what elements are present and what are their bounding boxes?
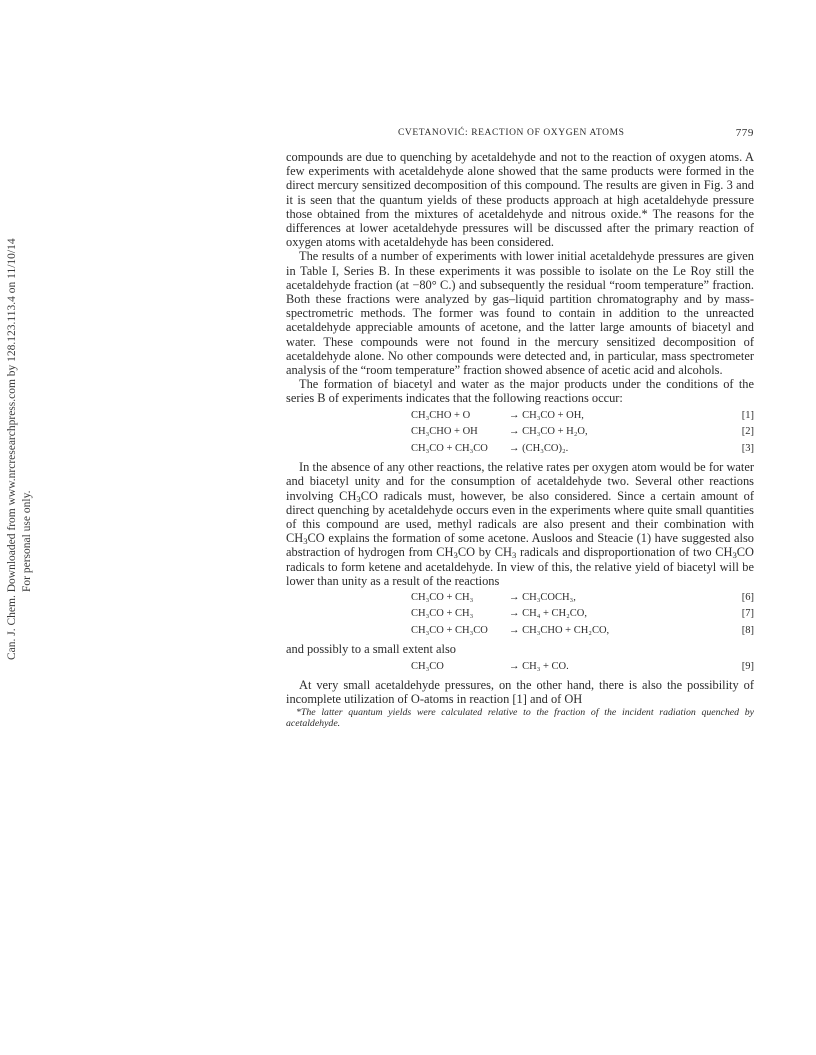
reaction-reactants: CH₃CO + CH₃ xyxy=(411,591,474,603)
paragraph-4-part-a: In the absence of any other reactions, the relative rates per oxygen atom would be for water and biacetyl unity and for the consumption of acetaldehyde two. Several other reactions involving CH xyxy=(286,460,754,503)
reaction-line xyxy=(286,408,754,425)
subscript-3: 3 xyxy=(303,536,308,547)
paragraph-4 xyxy=(286,460,754,588)
reaction-products: → (CH₃CO)₂. xyxy=(509,442,569,454)
subscript-3: 3 xyxy=(511,550,517,561)
reaction-number: [9] xyxy=(741,660,754,672)
reaction-number: [3] xyxy=(741,442,754,454)
reaction-number: [8] xyxy=(741,624,754,636)
reaction-line xyxy=(286,623,754,640)
reaction-products: → CH₃CO + OH, xyxy=(509,409,584,421)
subscript-3: 3 xyxy=(356,493,361,504)
reaction-products: → CH₄ + CH₂CO, xyxy=(509,608,588,620)
reaction-number: [7] xyxy=(741,608,754,620)
reaction-reactants: CH₃CO + CH₃CO xyxy=(411,442,488,454)
reaction-block-3 xyxy=(286,659,754,676)
reaction-number: [1] xyxy=(741,409,754,421)
subscript-3: 3 xyxy=(732,550,737,561)
subscript-3: 3 xyxy=(453,550,458,561)
paragraph-4-part-e: radicals and disproportionation of two CH xyxy=(516,545,733,560)
paragraph-1: compounds are due to quenching by acetaldehyde and not to the reaction of oxygen atoms. A few experiments with acetaldehyde alone showed that the same products were formed in the direct mercury sensitized decomposition of this compound. The results are given in Fig. 3 and it is seen that the quantum yields of these products approach at high acetaldehyde pressure those obtained from the mixtures of acetaldehyde and nitrous oxide.* The reasons for the differences at lower acetaldehyde pressures will be discussed after the primary reaction of oxygen atoms with acetaldehyde has been considered. xyxy=(286,150,754,250)
footnote: *The latter quantum yields were calculated relative to the fraction of the incident radiation quenched by acetaldehyde. xyxy=(286,706,754,730)
paragraph-5: and possibly to a small extent also xyxy=(286,642,457,657)
reaction-number: [6] xyxy=(741,591,754,603)
reaction-line xyxy=(286,441,754,458)
paragraph-2: The results of a number of experiments with lower initial acetaldehyde pressures are given in Table I, Series B. In these experiments it was possible to isolate on the Le Roy still the acetaldehyde fraction (at −80° C.) and subsequently the residual “room temperature” fraction. Both these fractions were analyzed by gas–liquid partition chromatography and by mass-spectrometric methods. The former was found to contain in addition to the unreacted acetaldehyde appreciable amounts of acetone, and the latter large amounts of biacetyl and water. These compounds were not found in the mercury sensitized decomposition of acetaldehyde alone. No other compounds were detected and, in particular, mass spectrometer analysis of the “room temperature” fraction showed absence of acetic acid and alcohols. xyxy=(286,249,754,378)
paragraph-4-part-b: CO radicals must, however, be also considered. Since a certain amount of direct quenching by acetaldehyde occurs even in the experiments where quite small quantities of this compound are used, methyl radicals are also present and their combination with CH xyxy=(286,488,754,546)
reaction-line xyxy=(286,424,754,441)
reaction-reactants: CH₃CO + CH₃ xyxy=(411,608,474,620)
paragraph-4-part-c: CO explains the formation of some acetone. Ausloos and Steacie (1) have suggested also abstraction of hydrogen from CH xyxy=(286,531,754,560)
reaction-block-1 xyxy=(286,408,754,458)
download-watermark xyxy=(4,238,38,660)
reaction-reactants: CH₃CO xyxy=(411,660,444,672)
page-number: 779 xyxy=(735,127,754,139)
reaction-reactants: CH₃CHO + O xyxy=(411,409,471,421)
paragraph-3: The formation of biacetyl and water as the major products under the conditions of the series B of experiments indicates that the following reactions occur: xyxy=(286,377,754,406)
paragraph-4-part-f: CO radicals to form ketene and acetaldehyde. In view of this, the relative yield of biacetyl will be lower than unity as a result of the reactions xyxy=(286,545,754,588)
reaction-products: → CH₃CHO + CH₂CO, xyxy=(509,624,610,636)
reaction-products: → CH₃ + CO. xyxy=(509,660,569,672)
reaction-products: → CH₃COCH₃, xyxy=(509,591,576,603)
reaction-reactants: CH₃CO + CH₃CO xyxy=(411,624,488,636)
reaction-products: → CH₃CO + H₂O, xyxy=(509,426,588,438)
personal-use-notice: For personal use only. xyxy=(21,490,33,592)
download-notice: Can. J. Chem. Downloaded from www.nrcresearchpress.com by 128.123.113.4 on 11/10/14 xyxy=(6,238,18,660)
reaction-block-2 xyxy=(286,590,754,640)
page-header xyxy=(286,127,754,141)
running-title: CVETANOVIĆ: REACTION OF OXYGEN ATOMS xyxy=(398,128,625,138)
reaction-line xyxy=(286,659,754,676)
paragraph-4-part-d: CO by CH xyxy=(457,545,512,560)
article-body xyxy=(286,150,754,730)
reaction-line xyxy=(286,606,754,623)
reaction-reactants: CH₃CHO + OH xyxy=(411,426,478,438)
reaction-number: [2] xyxy=(741,426,754,438)
paragraph-6: At very small acetaldehyde pressures, on the other hand, there is also the possibility of incomplete utilization of O-atoms in reaction [1] and of OH xyxy=(286,678,754,707)
reaction-line xyxy=(286,590,754,607)
